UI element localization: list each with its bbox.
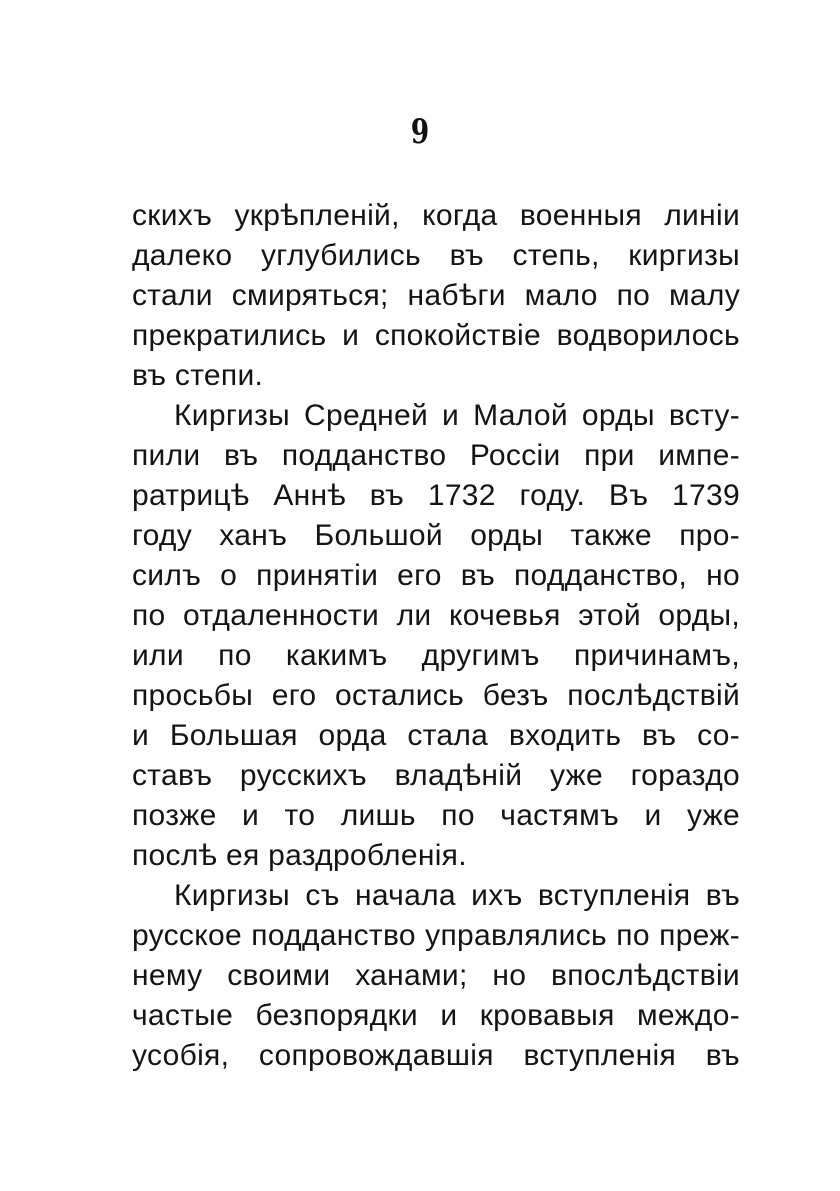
text-line: прекратились и спокойствіе водворилось xyxy=(132,319,740,352)
text-line: и Большая орда стала входить въ со- xyxy=(132,719,740,752)
text-line: нему своими ханами; но впослѣдствіи xyxy=(132,959,740,992)
text-line: силъ о принятіи его въ подданство, но xyxy=(132,559,740,592)
text-line: позже и то лишь по частямъ и уже xyxy=(132,799,740,832)
text-line: частые безпорядки и кровавыя междо- xyxy=(132,999,740,1032)
paragraph-start-line: Киргизы съ начала ихъ вступленія въ xyxy=(174,879,740,912)
text-line: русское подданство управлялись по преж- xyxy=(132,919,740,952)
page-number: 9 xyxy=(410,112,430,152)
text-line: пили въ подданство Россіи при импе- xyxy=(132,439,740,472)
text-line: или по какимъ другимъ причинамъ, xyxy=(132,639,740,672)
text-line: далеко углубились въ степь, киргизы xyxy=(132,239,740,272)
body-text xyxy=(132,196,740,1076)
text-line: стали смиряться; набѣги мало по малу xyxy=(132,279,740,312)
paragraph-start-line: Киргизы Средней и Малой орды всту- xyxy=(174,399,740,432)
text-line: усобія, сопровождавшія вступленія въ xyxy=(132,1039,740,1072)
text-line: ставъ русскихъ владѣній уже гораздо xyxy=(132,759,740,792)
text-line: послѣ ея раздробленія. xyxy=(132,839,467,872)
text-line: по отдаленности ли кочевья этой орды, xyxy=(132,599,740,632)
text-line: просьбы его остались безъ послѣдствій xyxy=(132,679,740,712)
text-line: въ степи. xyxy=(132,359,264,392)
text-line: году ханъ Большой орды также про- xyxy=(132,519,740,552)
text-line: ратрицѣ Аннѣ въ 1732 году. Въ 1739 xyxy=(132,479,740,512)
text-line: скихъ укрѣпленій, когда военныя линіи xyxy=(132,199,740,232)
